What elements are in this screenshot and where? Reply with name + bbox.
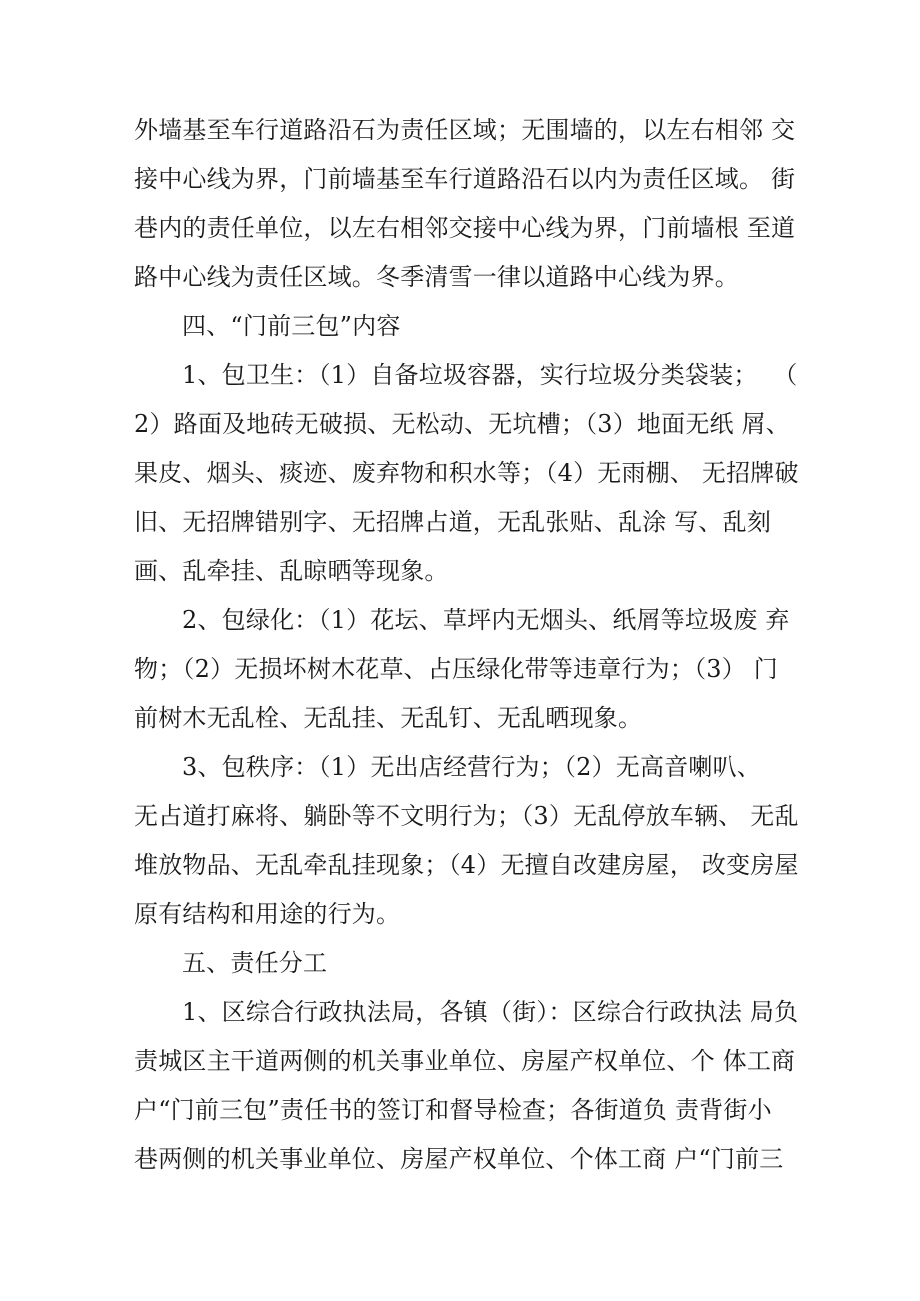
- paragraph-line: 画、乱牵挂、乱晾晒等现象。: [134, 557, 449, 585]
- section-heading: 五、责任分工: [182, 949, 328, 977]
- paragraph-line: 原有结构和用途的行为。: [134, 900, 401, 928]
- paragraph-line: 1、包卫生：（1）自备垃圾容器，实行垃圾分类袋装； （: [182, 361, 798, 389]
- paragraph-line: 2）路面及地砖无破损、无松动、无坑槽；（3）地面无纸 屑、: [134, 410, 790, 438]
- paragraph-line: 路中心线为责任区域。冬季清雪一律以道路中心线为界。: [134, 263, 739, 291]
- paragraph-line: 3、包秩序：（1）无出店经营行为；（2）无高音喇叭、: [182, 753, 762, 781]
- paragraph-line: 巷两侧的机关事业单位、房屋产权单位、个体工商 户“门前三: [134, 1145, 784, 1173]
- paragraph-line: 前树木无乱栓、无乱挂、无乱钉、无乱晒现象。: [134, 704, 643, 732]
- paragraph-line: 2、包绿化：（1）花坛、草坪内无烟头、纸屑等垃圾废 弃: [182, 606, 790, 634]
- paragraph-line: 外墙基至车行道路沿石为责任区域；无围墙的，以左右相邻 交: [134, 116, 796, 144]
- paragraph-line: 果皮、烟头、痰迹、废弃物和积水等；（4）无雨棚、 无招牌破: [134, 459, 799, 487]
- section-heading: 四、“门前三包”内容: [182, 312, 401, 340]
- paragraph-line: 1、区综合行政执法局，各镇（街）：区综合行政执法 局负: [182, 998, 799, 1026]
- paragraph-line: 接中心线为界，门前墙基至车行道路沿石以内为责任区域。 街: [134, 165, 796, 193]
- paragraph-line: 责城区主干道两侧的机关事业单位、房屋产权单位、个 体工商: [134, 1047, 796, 1075]
- paragraph-line: 户“门前三包”责任书的签订和督导检查；各街道负 责背街小: [134, 1096, 772, 1124]
- paragraph-line: 巷内的责任单位，以左右相邻交接中心线为界，门前墙根 至道: [134, 214, 796, 242]
- paragraph-line: 堆放物品、无乱牵乱挂现象；（4）无擅自改建房屋， 改变房屋: [134, 851, 799, 879]
- paragraph-line: 旧、无招牌错别字、无招牌占道，无乱张贴、乱涂 写、乱刻: [134, 508, 772, 536]
- paragraph-line: 无占道打麻将、躺卧等不文明行为；（3）无乱停放车辆、 无乱: [134, 802, 799, 830]
- paragraph-line: 物；（2）无损坏树木花草、占压绿化带等违章行为；（3） 门: [134, 655, 778, 683]
